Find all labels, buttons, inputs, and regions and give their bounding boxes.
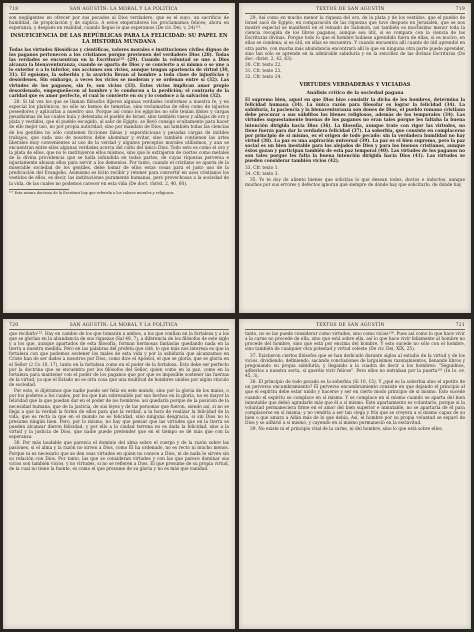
paragraph: Por esto, si dijéramos que nadie puede ser feliz en este mundo, sino por la gloria de los malos, o por los poderes a los cuales, por los que han sobresalido por sus hechos en la gloria, no es mayor la felicidad que la que puedan dar en el poder de los hombres: así quedaría porque de la posición de la necesidad humana, que de la justicia, de sus leyes y de las personas que fueron, siendo así, si no se llega a que la verdad la forme de ellos para que la verdad, a la hora de realizar la felicidad de la vida, que es recta la que en el mundo no es felicidad, sino ninguna desgracia, si sin Dios no lo presume ningún bien. Pero, por lo mismo, no hay que pensar que las virtudes que en la tierra se pueden alcanzar dieron felicidad, y por ello a la ciudad terrena no es dada la felicidad, sino a la virtud y la justicia de Dios, que nadie puede pretender que en el tiempo se dé más que con la esperanza. — [9, 389, 229, 441]
running-head — [245, 323, 465, 330]
references — [245, 166, 465, 177]
page-number: 720 — [9, 323, 19, 328]
running-title: TEXTOS DE SAN AGUSTÍN — [315, 7, 385, 12]
paragraph-36: 36. Por más laudable que parezca el dominio del alma sobre el cuerpo y de la razón sobre las pasiones, si el alma y la razón no sirven a Dios, como Él ha ordenado, no es recto ni mucho menos. Porque ni es necesario que se den esas virtudes en quien no conoce a Dios, ni de nada le sirven sin su relación con Dios. Por tanto, las que se consideran virtudes y con las que parece dominar sus vicios son también vicios, y no virtudes, si no se refieren a Dios. El que presume de su propia virtud, de la cual no tiene la fuente, es como el que presume de su gloria y no es más que vanidad. — [9, 441, 229, 472]
section-subheading: Análisis crítico de la sociedad pagana — [306, 91, 404, 97]
reference: 30. Cfr. texto 22. — [245, 63, 282, 69]
section-heading: VIRTUDES VERDADERAS Y VICIADAS — [299, 82, 411, 89]
page-719 — [239, 3, 471, 313]
paragraph-35: 35. Yo te doy de aliento bienes que solicitas lo que desean todos, doctos e indoctos, aunque muchos por sus errores y defectos ignoran qué siempre de dónde hay que solicitarlo, de dónde hay — [245, 177, 465, 188]
running-title: TEXTOS DE SAN AGUSTÍN — [315, 323, 385, 328]
intro-paragraph: son negligentes en ofrecer por sus pecados al Dios verdadero, que es el suyo, un sacrificio de humildad, de propiciación y de súplica. A estos emperadores los proclamamos felices; ahora en esperanza, y después en realidad, cuando llegue lo que esperamos (De civ. Dei, v, 24)¹²¹. — [9, 16, 229, 32]
page-number: 718 — [9, 7, 19, 12]
paragraph: tanto, no se las puede considerar como virtudes, sino como vicios¹²⁴. Pues así como lo que hace vivir a la carne no procede de ella, sino que está sobre ella, así lo que hace vivir felizmente al hombre no procede del hombre, sino que está por encima del hombre. Y esto sucede no sólo con el hombre, sino también de cualquier otra potestad y virtud celeste (De civ. Dei, XIX, 25). — [245, 332, 465, 353]
summary-paragraph: El supremo bien, aquel en que Dios hizo consistir la dicha de los hombres, determina la felicidad humana (34). La única razón para filosofar es lograr la felicidad (34). La sabiduría, la paciencia y la bienaventuranza son dones de Dios, el pueblo romano cristiano debe procurar a sus súbditos los bienes religiosos, además de los temporales (34). Las virtudes supuestamente buenas de los paganos no eran tales porque les faltaba la buena intención dirigida hacia Dios (36). La filosofía, aunque trate con rigor las virtudes, no tiene fuerza para dar la verdadera felicidad (37). La soberbia, que consiste en complacerse por principio de sí mismo, es el origen de todo pecado: sin la verdadera humildad no hay virtud (38). La paz es una aspiración universal (39). La paz es el bien supremo, pero la paz social es un bien inestable para los alejados de Dios y para los buenos cristianos, aunque éstos gozan y participan también de esta paz temporal (40). Las virtudes de los paganos no son tales porque les falta la buena intención dirigida hacia Dios (41). Las virtudes se pueden considerar también vicios (42). — [245, 98, 465, 165]
paragraph-29: 29. Así como en mucho menor la riqueza del oro, de la plata y de los vestidos, que el pueblo de Israel sacó de Egipto, en comparación de las riquezas que tuvo después en Jerusalén, que se nos mostró especial se manifestó en el reinado de Salomón, así también es muchísimo menor toda la ciencia recogida de los libros paganos, aunque sea útil, si se compara con la ciencia de las Escrituras divinas. Porque todo lo que el hombre hubiese aprendido fuera de ellas, si es nocivo, en ellas se condena; si es útil, en ellas se encuentra. Y cuando encuentra allí cuanto de útil aprendió en otra parte, con mucha más abundancia encontrará allí lo que en ninguna otra parte puede aprender, sino tan sólo se aprende en la admirable sabiduría y en la sencillez de las divinas Escrituras (De doc. christ. 2, 42, 63). — [245, 16, 465, 62]
reference: 31. Cfr. texto 23. — [245, 69, 282, 75]
paragraph-37: 37. Existieron ciertos filósofos que se han dedicado durante siglos al estudio de la virtud y de los vicios, dividiendo, definiendo, sacando conclusiones de larguísimos razonamientos, llenando libros y pregonando su propia sabiduría; y llegando a la cuadra de decir a los hombres: "Seguidnos, adheríos a nuestra secta, si queréis vivir felices". Pero ellos no entraban por la puerta¹²⁵ (In Io. ev. 45, 3). — [245, 353, 465, 379]
page-number: 719 — [455, 7, 465, 12]
paragraph-39: 39. No existe ni el principio vital de la carne, ni del hombre, sino lo que está sobre ellos. — [250, 427, 444, 433]
summary-paragraph: Todas las virtudes filosóficas y científicas, valores morales e instituciones civiles dignos de los paganos pertenecen a los cristianos porque provienen del verdadero Dios (28). Todas las verdades se encuentran en la Escritura¹²² (29). Cuando la voluntad se une a Dios alcanza la bienaventuranza, cuando se aparta de Dios y se convierte a sí misma o se une a lo exterior o a lo inferior, sus acciones son vicios, aunque tengan apariencia de virtud (30, 31). El egoísmo, la soberbia y la avaricia llevan al hombre a toda clase de injusticias y desórdenes. Sin embargo, a veces los vicios se moderan y se ordenan entre sí (32). Las virtudes de los paganos, sin fe, son vicios (33). Estos vicios implican amor propio desordenado, empequeñecen al hombre y lo conducen a la perdición; el contrario de la caridad que es amor perfecto, el cual lo convierte en su y lo conduce a la salvación (32). — [9, 47, 229, 99]
page-718 — [3, 3, 235, 313]
page-number: 721 — [455, 323, 465, 328]
paragraph-38: 38. El principio de todo pecado es la soberbia (Si 10, 15). Y ¿qué es la soberbia sino el apetito de un perverso encumbramiento? El perverso encumbramiento consiste en que dejando el principio al que el espíritu debe estar unido y hacerse y ser en cierto modo principio de sí mismo. Esto sucede cuando el espíritu se complace en sí mismo. Y se complace en sí mismo cuando se aparta del bien inmutable que debió agradarle más que él a sí mismo. Este apartamiento es voluntario, porque si la voluntad permaneciera firme en el amor del bien superior e inmutable, no se apartaría de él para complacerse en sí misma; y no vendría a ser tan ciega y fría que se creyera a sí mismo capaz de su bien o que amara a Adán más de lo que debía. Así, el hombre por su propia voluntad se separó de Dios y se adhirió a sí mismo, y cayendo en sí mismo permaneció en la esclavitud. — [245, 380, 465, 426]
page-721 — [239, 319, 471, 629]
reference: 34. Cfr. texto 3. — [245, 171, 279, 177]
footnote-divider — [9, 189, 69, 190]
running-title: SAN AGUSTÍN: LA MORAL Y LA POLÍTICA — [69, 7, 178, 12]
section-heading: INSUFICIENCIA DE LAS REPÚBLICAS PARA LA FELICIDAD: SU PAPEL EN LA HISTORIA MUNDANA — [10, 33, 228, 46]
running-title: SAN AGUSTÍN: LA MORAL Y LA POLÍTICA — [69, 323, 178, 328]
reference: 33. Cfr. texto 1. — [245, 165, 279, 171]
footnote: ¹²¹ Esta misma doctrina de la Escritura hay que referirla a los valores morales y religiosos. — [9, 190, 175, 195]
page-720 — [3, 319, 235, 629]
running-head — [9, 7, 229, 14]
reference: 32. Cfr. texto 24. — [245, 75, 282, 81]
references — [245, 63, 465, 80]
paragraph: que recibirlo¹²³. Hay en cambio de los que tomarán a ambos, a los que confían en la fortaleza y a los que se glorían en la abundancia de sus riquezas (Sal 48, 7), a diferencia de los filósofos de este siglo y a los que, aunque apartados de esta filosofía, forman hermosas fantasías quedando nada en la tierra a nuestra medida. Pero en las palabras del profeta que cité, lo que más nos interesa es que la fortaleza con que podemos sostener los males de esta vida y por la sabiduría que alcanzamos en Cristo han de ser dados a nosotros por Dios, como dice el Apóstol, el que se gloría, que se gloría en el Señor (2 Co 10, 17), tanto en la fortaleza como en el poder de la fortaleza. Esto debe ser perfecto por la doctrina que se encuentra por los filósofos del Señor, quien como en la paz, como en la fortaleza para mantener con el poder de los paganos que por que es imposible sostener las fuerzas de la virtud, ya que el Estado no es otra cosa que una multitud de hombres unidos por algún vínculo de sociedad. — [9, 332, 229, 388]
running-head — [245, 7, 465, 14]
running-head — [9, 323, 229, 330]
paragraph-28: 28. Si tal vez los que se llaman filósofos dijeron algunas verdades conformes a nuestra fe, y en especial los platónicos, no sólo no hemos de temerlas, sino reclamarlas de ellos como de injustos poseedores y aplicarlas a nuestro uso. Porque así como los egipcios no sólo tenían ídolos y cargas pesadísimas de las cuales huía y detestaba el pueblo de Israel, sino también vasos y alhajas de oro y plata y vestidos, que el pueblo escogido, al salir de Egipto, se llevó consigo ocultamente para hacer de ello mejor uso, no por propia autoridad, sino por mandato de Dios, así también todas las ciencias de los gentiles no sólo contienen ficciones falsas y supersticiosas y pesadas cargas de inútiles trabajos, que cada uno de nosotros debe abominar y evitar, sino también contienen las artes liberales muy convenientes al uso de la verdad y algunos preceptos morales utilísimos, y aun se encuentran entre ellos algunas verdades acerca del culto del único Dios. Todo esto es como el oro y la plata de ellos, que no lo instituyeron ellos mismos, sino que lo extrajeron de ciertos como metales de la divina providencia que se halla infundida en todas partes, de cuyas riquezas perversa e injustamente abusan ellos para servir a los demonios. Por tanto, cuando el cristiano se aparta de la miserable sociedad de los gentiles, debe tomar de ellos estas cosas para el justo uso de la predicación del Evangelio. Asimismo es lícito recibir y retener para convertir en usos cristianos los vestidos de ellos, es decir, las instituciones puramente humanas, pero provechosas a la sociedad de la vida, de las cuales no podemos carecer en esta vida (De doct. christ. 2, 40, 60). — [9, 100, 229, 187]
